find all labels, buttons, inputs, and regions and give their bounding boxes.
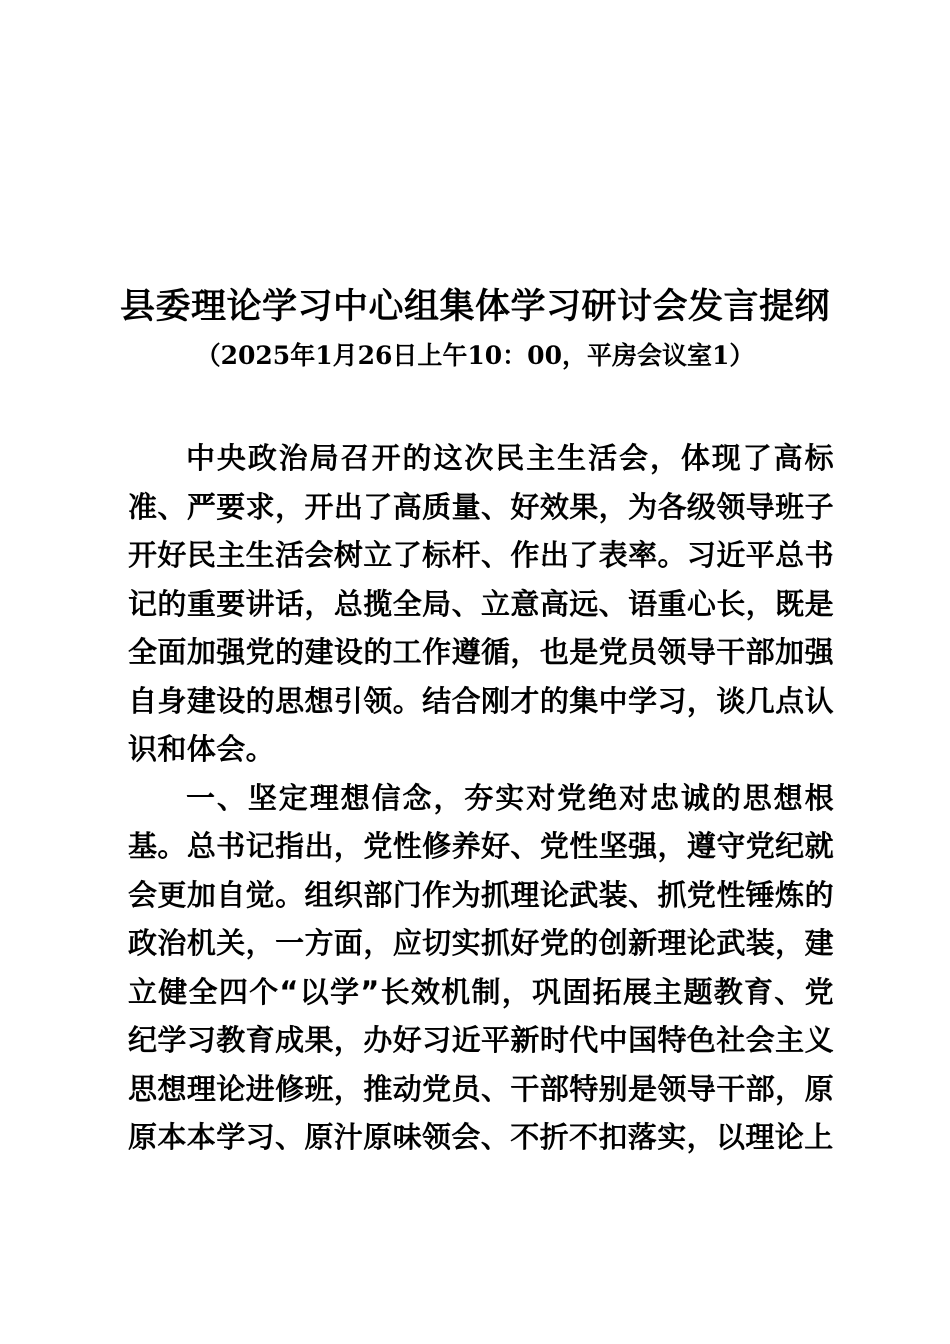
paragraph-intro: 中央政治局召开的这次民主生活会，体现了高标准、严要求，开出了高质量、好效果，为各级领导班子开好民主生活会树立了标杆、作出了表率。习近平总书记的重要讲话，总揽全局、立意高远、语重心长，既是全面加强党的建设的工作遵循，也是党员领导干部加强自身建设的思想引领。结合刚才的集中学习，谈几点认识和体会。 (128, 441, 834, 766)
paragraph-section-one: 一、坚定理想信念，夯实对党绝对忠诚的思想根基。总书记指出，党性修养好、党性坚强，遵守党纪就会更加自觉。组织部门作为抓理论武装、抓党性锤炼的政治机关，一方面，应切实抓好党的创新理论武装，建立健全四个“以学”长效机制，巩固拓展主题教育、党纪学习教育成果，办好习近平新时代中国特色社会主义思想理论进修班，推动党员、干部特别是领导干部，原原本本学习、原汁原味领会、不折不扣落实，以理论上 (128, 780, 834, 1154)
document-title: 县委理论学习中心组集体学习研讨会发言提纲 (119, 287, 830, 327)
document-subtitle: （2025年1月26日上午10：00，平房会议室1） (195, 341, 755, 370)
document-body (128, 434, 834, 1162)
